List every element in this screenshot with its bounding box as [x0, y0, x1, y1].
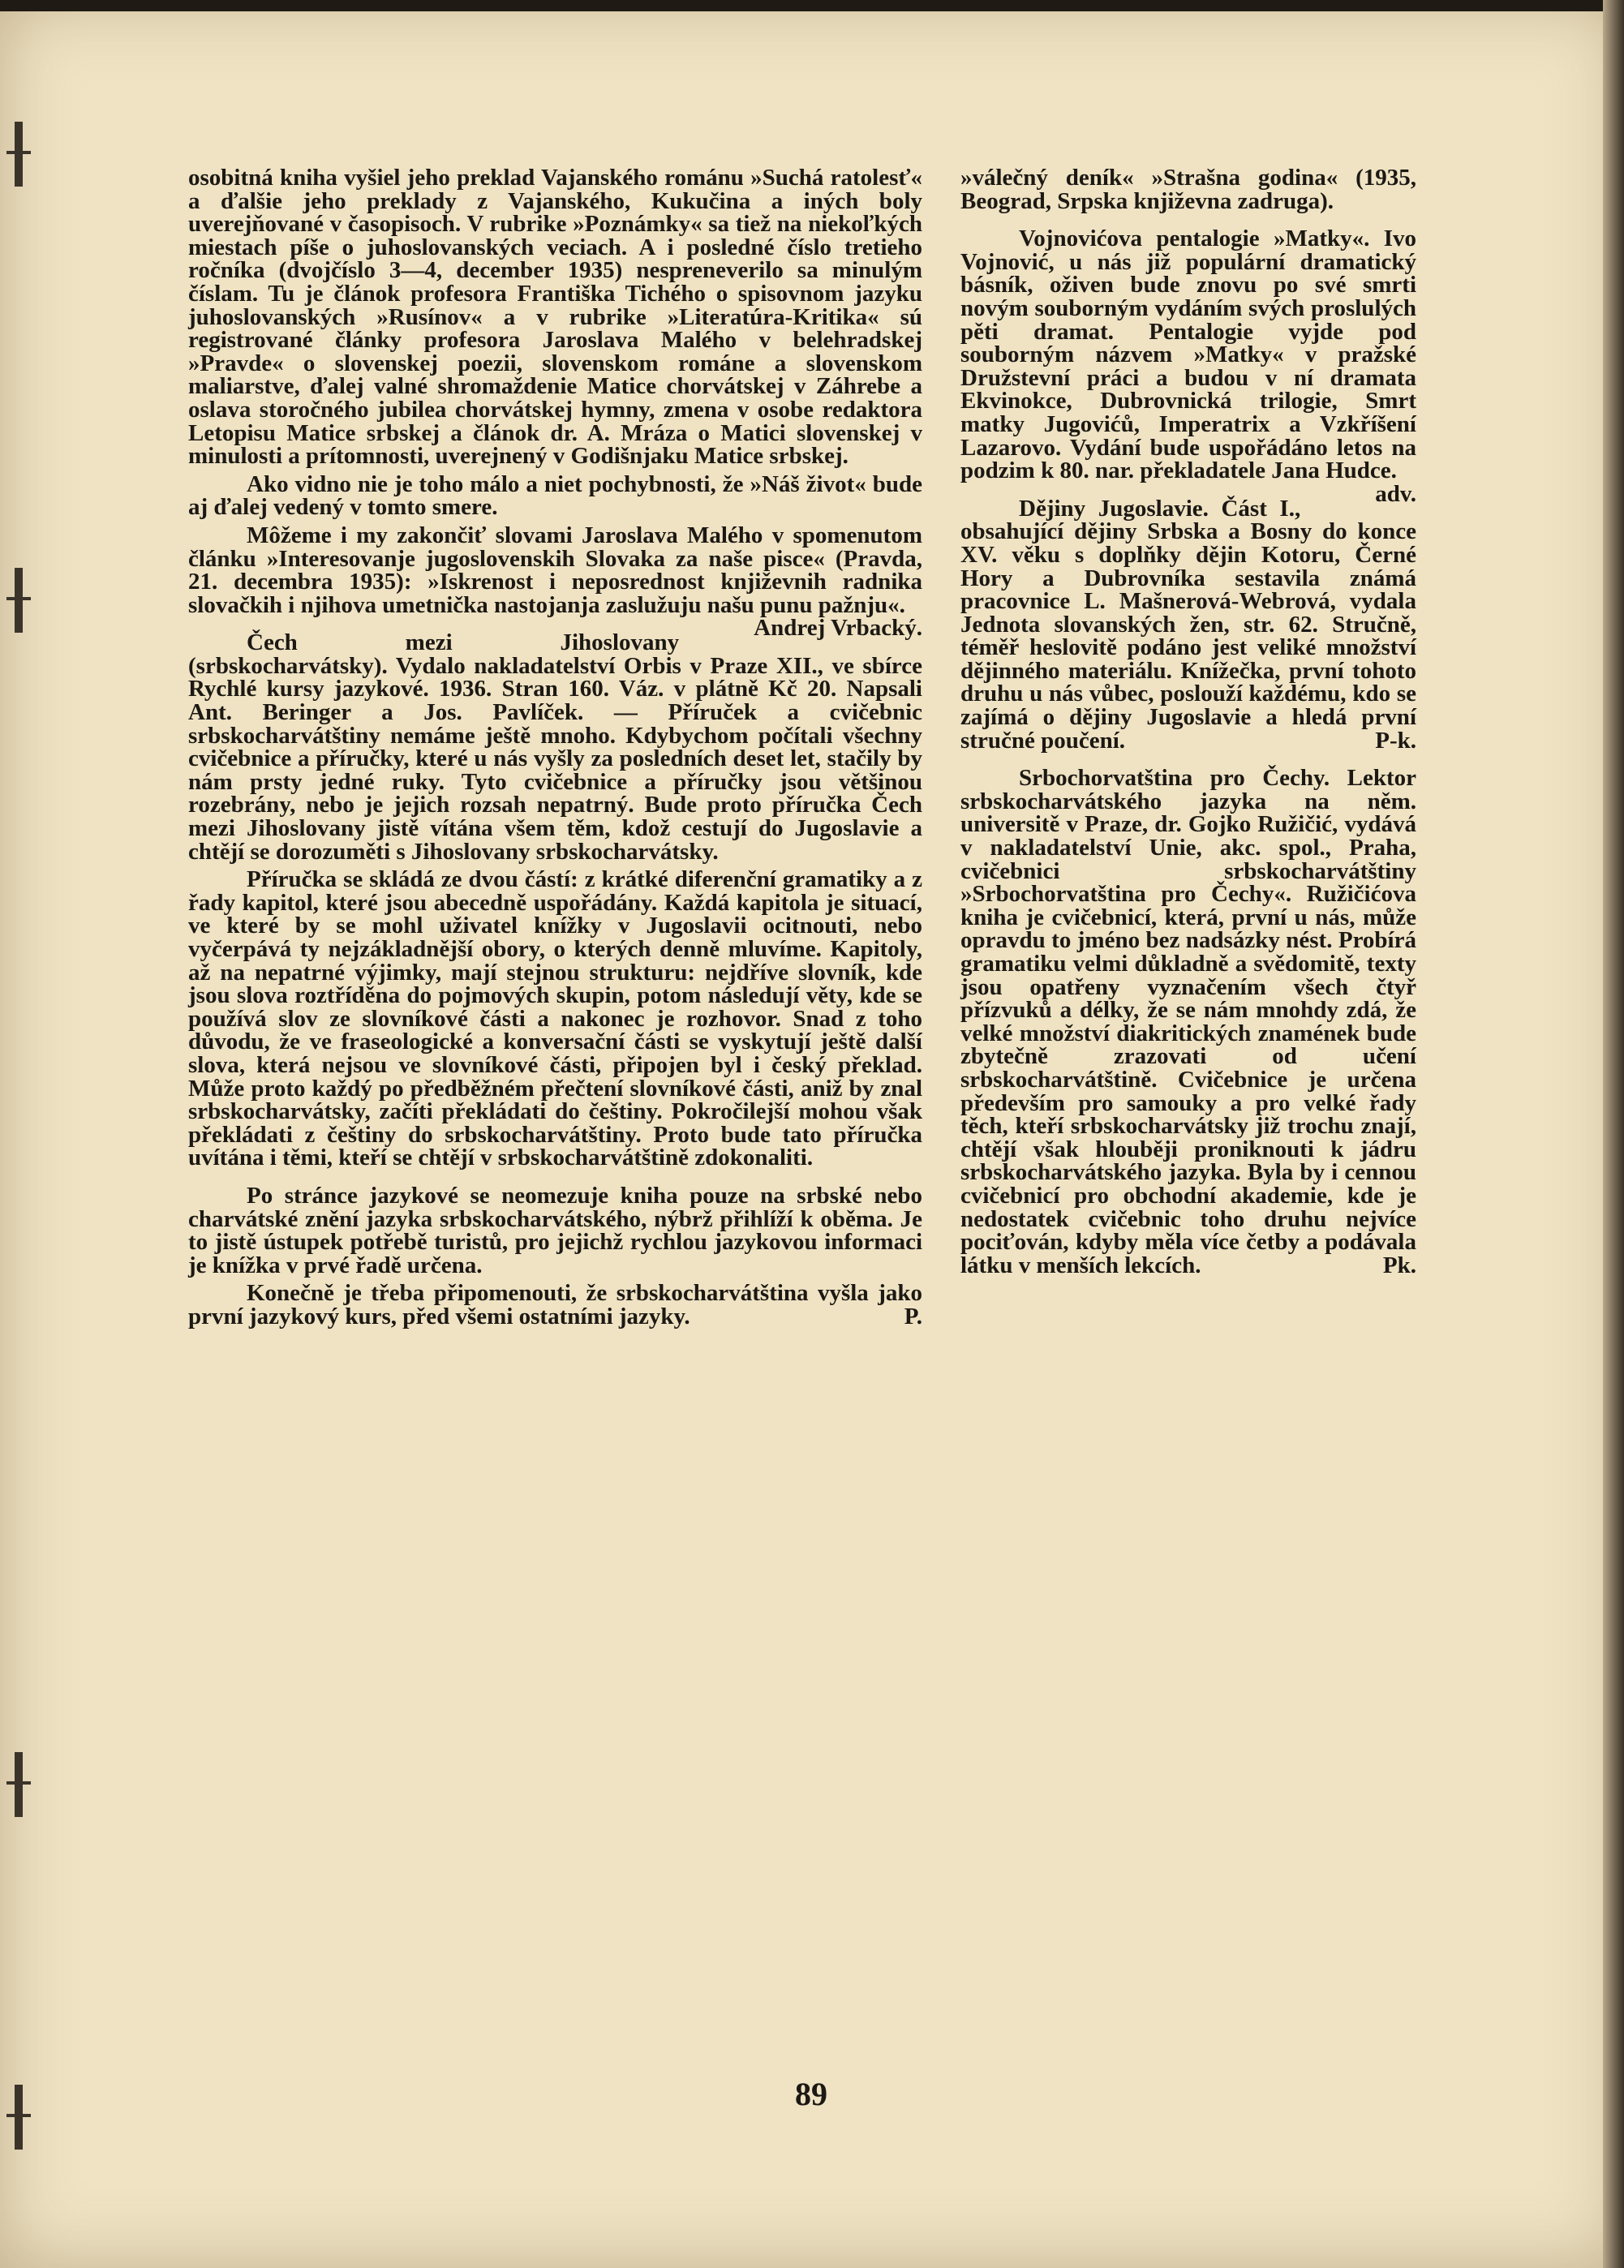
paragraph-text: Vojnovićova pentalogie »Matky«. Ivo Vojnović, u nás již populární dramatický básník, oživen bude znovu po své smrti novým souborným vydáním svých proslulých pěti dramat. Pentalogie vyjde pod souborným názvem »Matky« v pražské Družstevní práci a budou v ní dramata Ekvinokce, Dubrovnická trilogie, Smrt matky Jugovićů, Imperatrix a Vzkříšení Lazarovo. Vydání bude uspořádáno letos na podzim k 80. nar. překladatele Jana Hudce. — [960, 226, 1416, 484]
paragraph — [188, 1282, 922, 1328]
paragraph — [188, 522, 922, 642]
paragraph: Ako vidno nie je toho málo a niet pochybnosti, že »Náš život« bude aj ďalej vedený v tomto smere. — [188, 470, 922, 521]
signature: P. — [904, 1303, 922, 1329]
signature: adv. — [1375, 480, 1416, 507]
binding-mark — [15, 568, 23, 633]
signature: Andrej Vrbacký. — [754, 615, 922, 642]
paragraph-text: Konečně je třeba připomenouti, že srbskocharvátština vyšla jako první jazykový kurs, před všemi ostatními jazyky. — [188, 1280, 922, 1329]
paragraph: Po stránce jazykové se neomezuje kniha pouze na srbské nebo charvátské znění jazyka srbskocharvátského, nýbrž přihlíží k oběma. Je to jistě ústupek potřebě turistů, pro jejichž rychlou jazykovou informaci je knížka v prvé řadě určena. — [188, 1182, 922, 1278]
right-column — [960, 166, 1416, 1282]
page-right-edge — [1603, 0, 1624, 2268]
paragraph-text: Dějiny Jugoslavie. Část I., obsahující dějiny Srbska a Bosny do konce XV. věku s doplňky dějin Kotoru, Černé Hory a Dubrovníka sestavila známá pracovnice L. Mašnerová-Webrová, vydala Jednota slovanských žen, str. 62. Stručně, téměř heslovitě podáno jest veliké množství dějinného materiálu. Knížečka, první tohoto druhu u nás vůbec, poslouží každému, kdo se zajímá o dějiny Jugoslavie a hledá první stručné poučení. — [960, 495, 1416, 754]
page-top-edge — [0, 0, 1624, 11]
binding-mark — [15, 1752, 23, 1817]
page-number: 89 — [795, 2076, 827, 2112]
binding-mark — [15, 2085, 23, 2150]
left-column — [188, 166, 922, 1334]
review-paragraph: Čech mezi Jihoslovany (srbskocharvátsky). Vydalo nakladatelství Orbis v Praze XII., ve sbírce Rychlé kursy jazykové. 1936. Stran 160. Váz. v plátně Kč 20. Napsali Ant. Beringer a Jos. Pavlíček. — Příruček a cvičebnic srbskocharvátštiny nemáme ještě mnoho. Kdybychom počítali všechny cvičebnice a příručky, které u nás vyšly za posledních deset let, stačily by nám prsty jedné ruky. Tyto cvičebnice a příručky jsou většinou rozebrány, nebo je jejich rozsah nepatrný. Bude proto příručka Čech mezi Jihoslovany jistě vítána všem těm, kdož cestují do Jugoslavie a chtějí se dorozuměti s Jihoslovany srbskocharvátsky. — [188, 629, 922, 865]
paragraph-text: Srbochorvatština pro Čechy. Lektor srbskocharvátského jazyka na něm. universitě v Praze, dr. Gojko Ružičić, vydává v nakladatelství Unie, akc. spol., Praha, cvičebnici srbskocharvátštiny »Srbochorvatština pro Čechy«. Ružičićova kniha je cvičebnicí, která, první u nás, může opravdu to jméno bez nadsázky nést. Probírá gramatiku velmi důkladně a svědomitě, texty jsou opatřeny vyznačením všech čtyř přízvuků a délky, že se nám mnohdy zdá, že velké množství diakritických znamének bude zbytečně zrazovati od učení srbskocharvátštině. Cvičebnice je určena především pro samouky a pro velké řady těch, kteří srbskocharvátsky již trochu znají, chtějí však hlouběji proniknouti k jádru srbskocharvátského jazyka. Byla by i cennou cvičebnicí pro obchodní akademie, kde je nedostatek cvičebnic toho druhu nejvíce pociťován, kdyby měla více četby a podávala látku v menších lekcích. — [960, 765, 1416, 1278]
paragraph: Příručka se skládá ze dvou částí: z krátké diferenční gramatiky a z řady kapitol, které jsou abecedně uspořádány. Každá kapitola je situací, ve které by se mohl uživatel knížky v Jugoslavii ocitnouti, nebo vyčerpává ty nejzákladnější obory, o kterých denně mluvíme. Kapitoly, až na nepatrné výjimky, mají stejnou strukturu: nejdříve slovník, kde jsou slova roztříděna do pojmových skupin, potom následují věty, kde se používá slov ze slovníkové části a nakonec je rozhovor. Snad z toho důvodu, že ve fraseologické a konversační části se vyskytují ještě další slova, která nejsou ve slovníkové části, připojen byl i český překlad. Může proto každý po předběžném přečtení slovníkové části, aniž by znal srbskocharvátsky, začíti překládati do češtiny. Pokročilejší mohou však překládati z češtiny do srbskocharvátštiny. Proto bude tato příručka uvítána i těmi, kteří se chtějí v srbskocharvátštině zdokonaliti. — [188, 866, 922, 1171]
paragraph: »válečný deník« »Strašna godina« (1935, Beograd, Srpska književna zadruga). — [960, 165, 1416, 214]
news-item — [960, 767, 1416, 1277]
signature: Pk. — [1382, 1252, 1416, 1278]
news-item — [960, 226, 1416, 507]
signature: P-k. — [1375, 727, 1416, 754]
paragraph-text: Môžeme i my zakončiť slovami Jaroslava Malého v spomenutom článku »Interesovanje jugoslovenskih Slovaka za naše pisce« (Pravda, 21. decembra 1935): »Iskrenost i neposrednost književnih radnika slovačkih i njihova umetnička nastojanja zaslužuju našu punu pažnju«. — [188, 522, 922, 618]
paragraph: osobitná kniha vyšiel jeho preklad Vajanského románu »Suchá ratolesť« a ďalšie jeho preklady z Vajanského, Kukučina a iných boly uverejňované v časopisoch. V rubrike »Poznámky« sa tiež na niekoľkých miestach píše o juhoslovanských veciach. A i posledné číslo tretieho ročníka (dvojčíslo 3—4, december 1935) nespreneverilo sa minulým číslam. Tu je článok profesora Františka Tichého o spisovnom jazyku juhoslovanských »Rusínov« a v rubrike »Literatúra-Kritika« sú registrované články profesora Jaroslava Malého v belehradskej »Pravde« o slovenskej poezii, slovenskom románe a slovenskom maliarstve, ďalej valné shromaždenie Matice chorvátskej v Záhrebe a oslava storočného jubilea chorvátskej hymny, zmena v osobe redaktora Letopisu Matice srbskej a článok dr. A. Mráza o Matici slovenskej v minulosti a prítomnosti, uverejnený v Godišnjaku Matice srbskej. — [188, 165, 922, 470]
news-item — [960, 497, 1416, 753]
binding-mark — [15, 122, 23, 187]
